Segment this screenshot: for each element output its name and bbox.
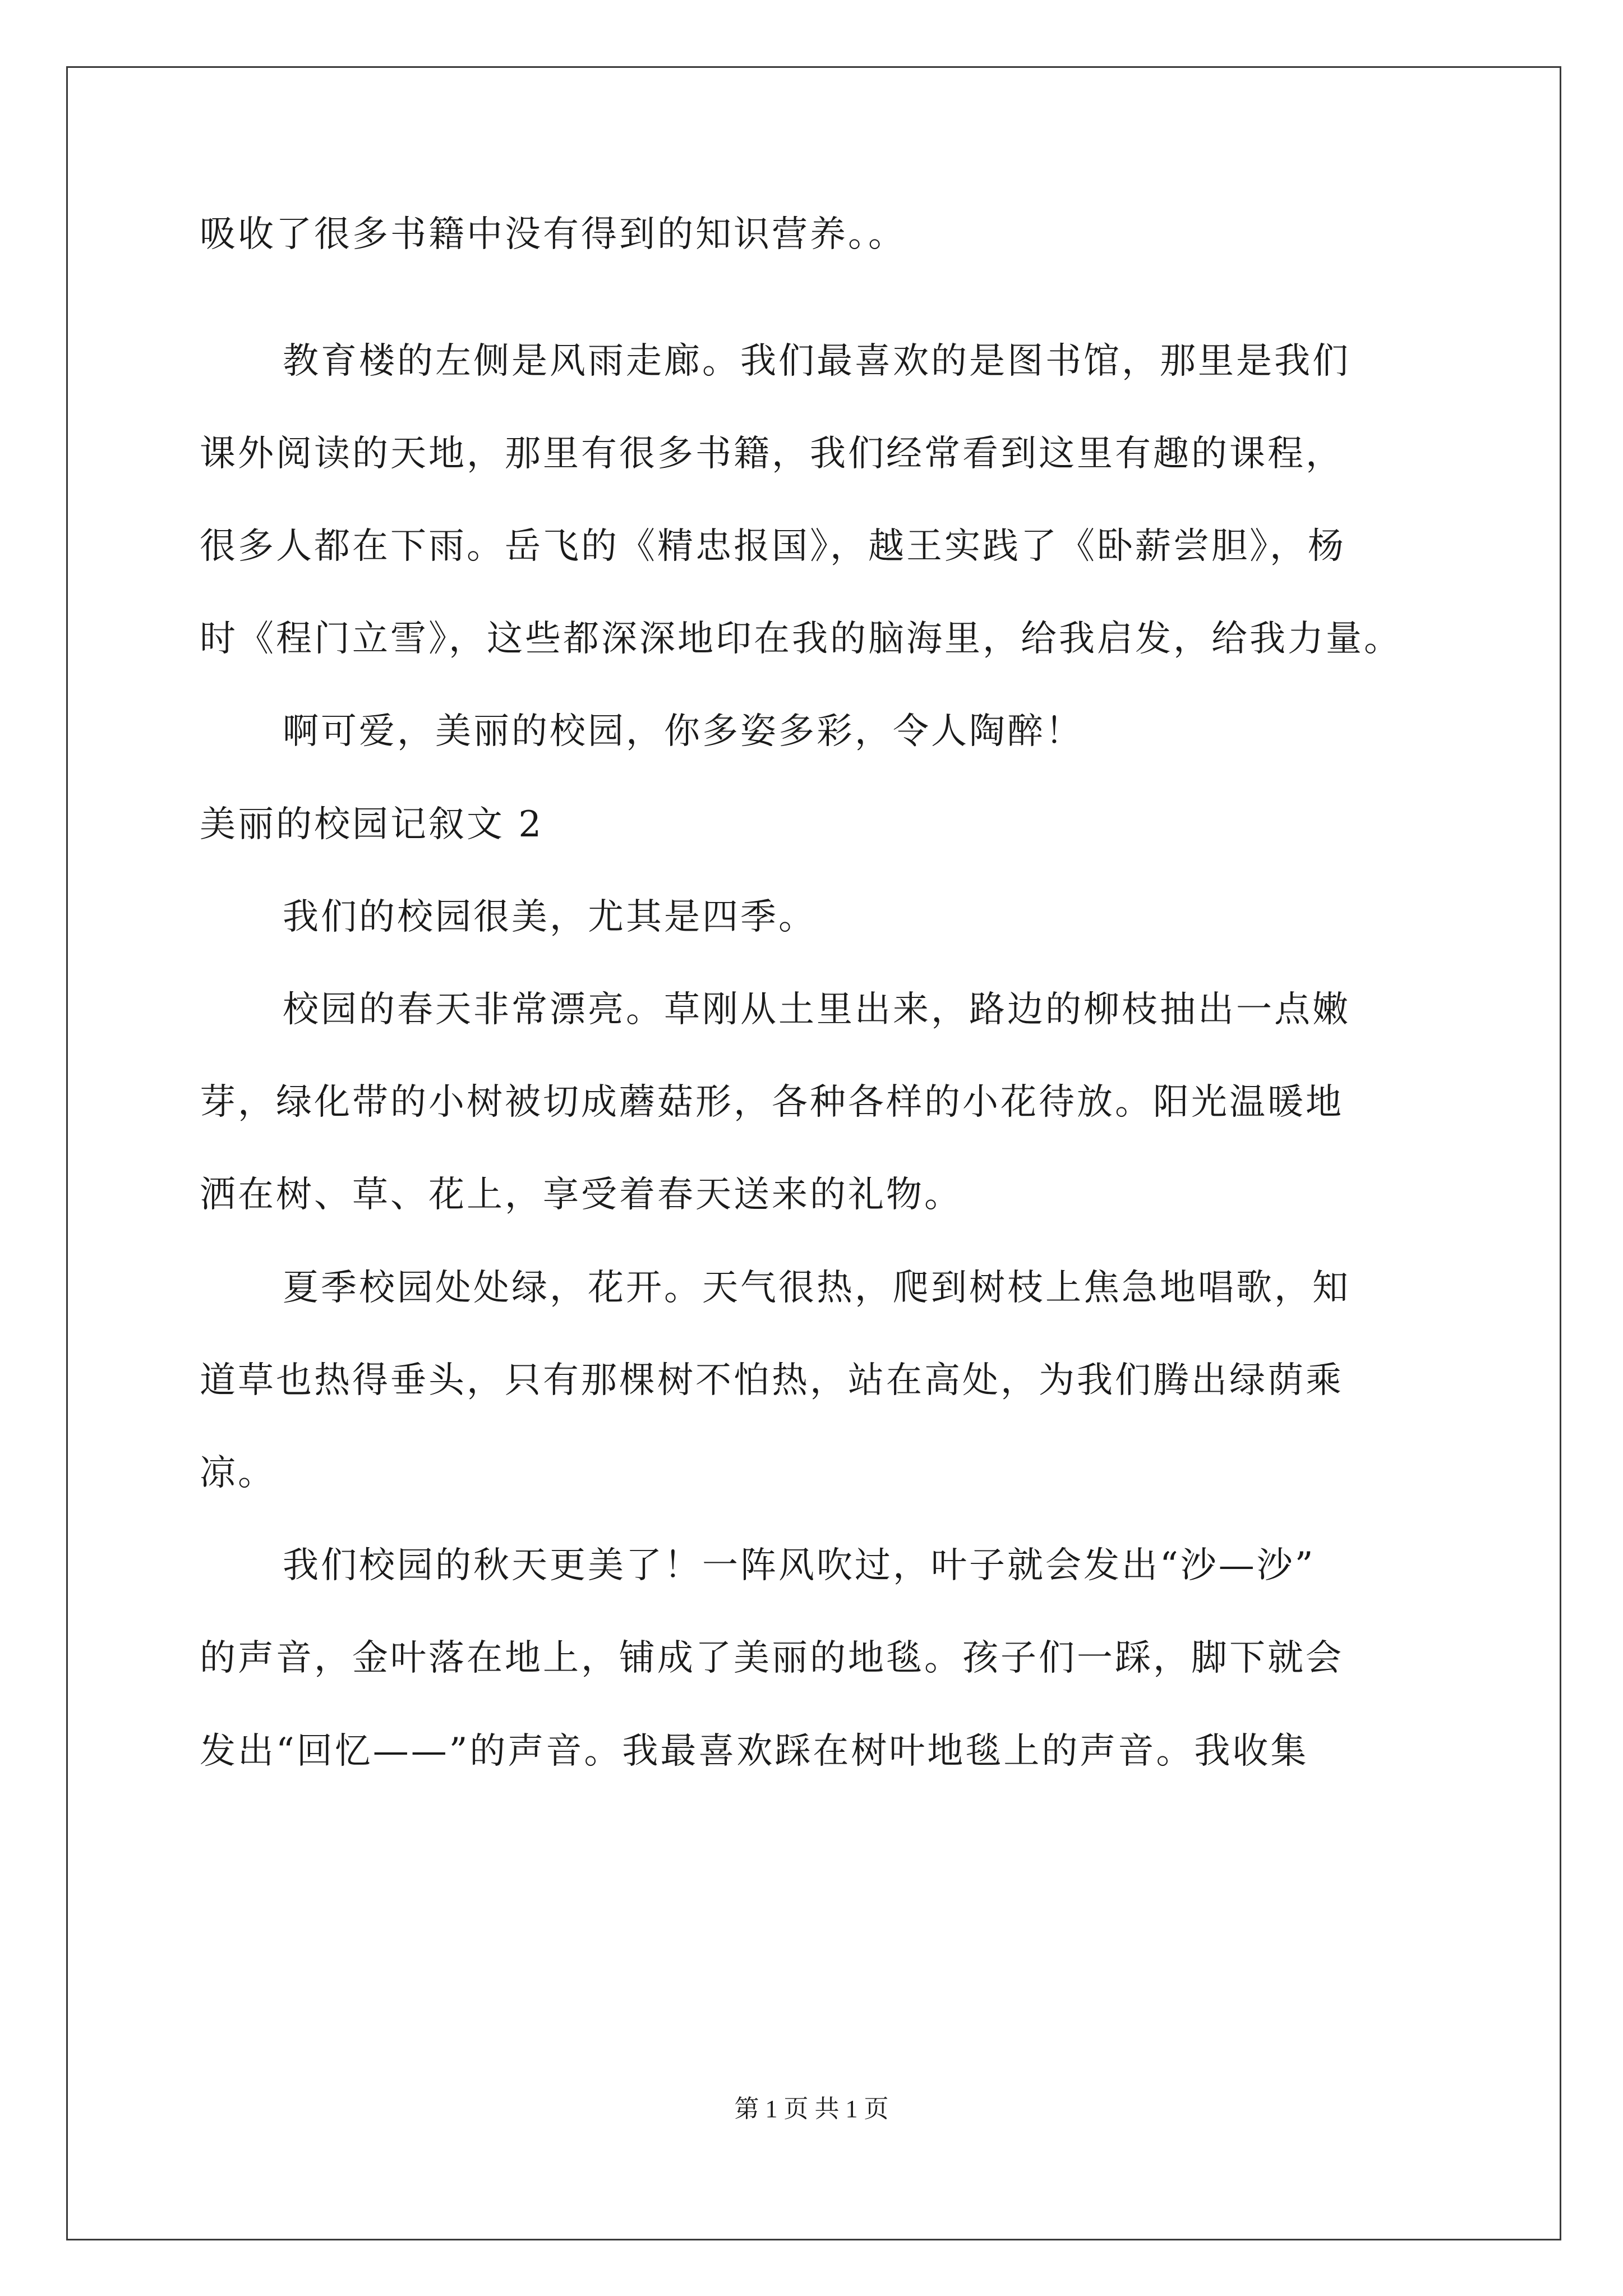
text-line: 很多人都在下雨。岳飞的《精忠报国》，越王实践了《卧薪尝胆》，杨 (200, 526, 1346, 567)
paragraph-first-line: 教育楼的左侧是风雨走廊。我们最喜欢的是图书馆，那里是我们 (283, 341, 1350, 382)
paragraph-first-line: 我们的校园很美，尤其是四季。 (283, 896, 817, 938)
text-line: 发出“回忆——”的声音。我最喜欢踩在树叶地毯上的声音。我收集 (200, 1731, 1309, 1772)
text-line: 芽，绿化带的小树被切成蘑菇形，各种各样的小花待放。阳光温暖地 (200, 1082, 1344, 1123)
paragraph-first-line: 校园的春天非常漂亮。草刚从土里出来，路边的柳枝抽出一点嫩 (283, 989, 1350, 1030)
paragraph-first-line: 夏季校园处处绿，花开。天气很热，爬到树枝上焦急地唱歌，知 (283, 1267, 1350, 1309)
page-border (66, 66, 1561, 2240)
paragraph-first-line: 我们校园的秋天更美了！一阵风吹过，叶子就会发出“沙—沙” (283, 1545, 1316, 1586)
text-line: 道草也热得垂头，只有那棵树不怕热，站在高处，为我们腾出绿荫乘 (200, 1360, 1344, 1401)
paragraph-first-line: 啊可爱，美丽的校园，你多姿多彩，令人陶醉！ (283, 711, 1083, 752)
page-footer: 第 1 页 共 1 页 (734, 2095, 889, 2123)
section-heading: 美丽的校园记叙文 2 (200, 804, 544, 845)
text-line: 洒在树、草、花上，享受着春天送来的礼物。 (200, 1174, 962, 1216)
text-line: 吸收了很多书籍中没有得到的知识营养。。 (200, 214, 906, 255)
text-line: 凉。 (200, 1452, 276, 1494)
text-line: 的声音，金叶落在地上，铺成了美丽的地毯。孩子们一踩，脚下就会 (200, 1637, 1344, 1679)
text-line: 时《程门立雪》，这些都深深地印在我的脑海里，给我启发，给我力量。 (200, 618, 1402, 660)
text-line: 课外阅读的天地，那里有很多书籍，我们经常看到这里有趣的课程， (200, 433, 1344, 475)
